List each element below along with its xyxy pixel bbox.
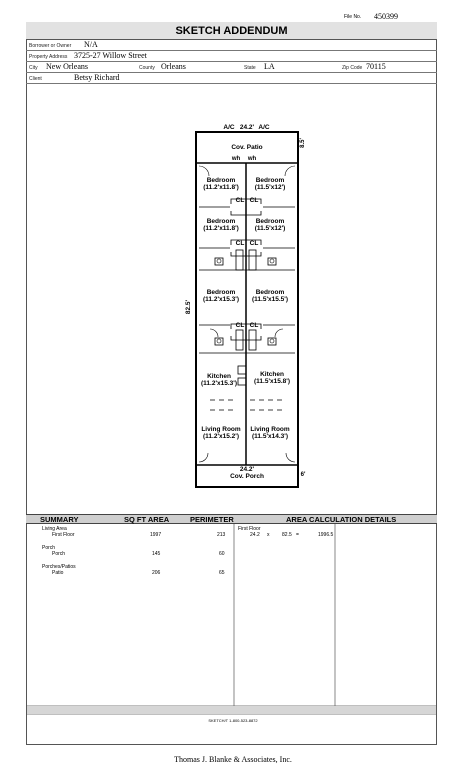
company-footer: Thomas J. Blanke & Associates, Inc. — [174, 755, 292, 764]
address-label: Property Address — [29, 54, 68, 60]
first-floor-area: 1997 — [150, 532, 162, 538]
closet-b2: CL — [249, 240, 259, 247]
bedroom-6-dim: (11.5'x15.5') — [252, 296, 288, 303]
bedroom-3-name: Bedroom — [206, 218, 236, 225]
bedroom-3-dim: (11.2'x11.8') — [203, 225, 239, 232]
kitchen-2-name: Kitchen — [260, 371, 284, 378]
patio-depth: 8.5' — [300, 138, 306, 148]
patio-area: 206 — [152, 570, 161, 576]
closet-a1: CL — [235, 197, 245, 204]
calc-a: 24.2 — [250, 532, 260, 538]
bedroom-5-dim: (11.2'x15.3') — [203, 296, 239, 303]
calc-result: 1996.5 — [318, 532, 334, 538]
porch-depth: 6' — [300, 472, 306, 478]
summary-header: SUMMARY — [26, 514, 119, 524]
sqft-header: SQ FT AREA — [119, 514, 181, 524]
county-value: Orleans — [161, 62, 186, 71]
sketch-note: SKETCH/T 1-800-523-8872 — [208, 718, 258, 723]
porch-group-label: Porch — [42, 545, 56, 551]
ac-left-label: A/C — [223, 124, 235, 131]
living-2-dim: (11.5'x14.3') — [252, 433, 288, 440]
porch-perimeter: 60 — [219, 551, 225, 557]
zip-label: Zip Code — [342, 65, 363, 71]
living-2-name: Living Room — [250, 426, 290, 433]
closet-b1: CL — [235, 240, 245, 247]
bedroom-6-name: Bedroom — [255, 289, 285, 296]
city-value: New Orleans — [46, 62, 88, 71]
kitchen-2-dim: (11.5'x15.8') — [254, 378, 290, 385]
kitchen-1-name: Kitchen — [207, 373, 231, 380]
living-area-label: Living Area — [42, 526, 67, 532]
zip-value: 70115 — [366, 62, 386, 71]
borrower-value: N/A — [84, 40, 98, 49]
bedroom-4-dim: (11.5'x12') — [254, 225, 286, 232]
porch-area: 145 — [152, 551, 161, 557]
side-dimension: 82.5' — [185, 299, 192, 315]
bedroom-1-name: Bedroom — [206, 177, 236, 184]
porch-label: Cov. Porch — [230, 473, 264, 480]
patio-label: Cov. Patio — [231, 144, 263, 151]
address-value: 3725-27 Willow Street — [74, 51, 147, 60]
calc-x: x — [267, 532, 270, 538]
page-title: SKETCH ADDENDUM — [26, 22, 437, 40]
calc-details-header: AREA CALCULATION DETAILS — [234, 514, 437, 524]
patio-group-label: Porches/Patios — [42, 564, 76, 570]
bedroom-2-name: Bedroom — [255, 177, 285, 184]
client-label: Client — [29, 76, 42, 82]
bedroom-5-name: Bedroom — [206, 289, 236, 296]
closet-c2: CL — [249, 322, 259, 329]
file-no: 450399 — [374, 12, 398, 21]
perimeter-header: PERIMETER — [181, 514, 234, 524]
file-no-label: File No. — [344, 14, 362, 20]
bedroom-1-dim: (11.2'x11.8') — [203, 184, 239, 191]
living-1-dim: (11.2'x15.2') — [203, 433, 239, 440]
closet-c1: CL — [235, 322, 245, 329]
porch-width: 24.2' — [239, 466, 255, 473]
state-label: State — [244, 65, 256, 71]
porch-label: Porch — [52, 551, 66, 557]
city-label: City — [29, 65, 38, 71]
first-floor-perimeter: 213 — [217, 532, 226, 538]
state-value: LA — [264, 62, 275, 71]
calc-b: 82.5 — [282, 532, 292, 538]
wh-left: wh — [231, 156, 241, 162]
patio-label: Patio — [52, 570, 64, 576]
calc-title: First Floor — [238, 526, 261, 532]
top-dimension: 24.2' — [239, 124, 255, 131]
wh-right: wh — [247, 156, 257, 162]
bedroom-2-dim: (11.5'x12') — [254, 184, 286, 191]
first-floor-label: First Floor — [52, 532, 75, 538]
county-label: County — [139, 65, 155, 71]
ac-right-label: A/C — [258, 124, 270, 131]
client-value: Betsy Richard — [74, 73, 120, 82]
closet-a2: CL — [249, 197, 259, 204]
patio-perimeter: 65 — [219, 570, 225, 576]
kitchen-1-dim: (11.2'x15.3') — [201, 380, 237, 387]
borrower-label: Borrower or Owner — [29, 43, 72, 49]
bedroom-4-name: Bedroom — [255, 218, 285, 225]
living-1-name: Living Room — [201, 426, 241, 433]
calc-equals: = — [296, 532, 299, 538]
